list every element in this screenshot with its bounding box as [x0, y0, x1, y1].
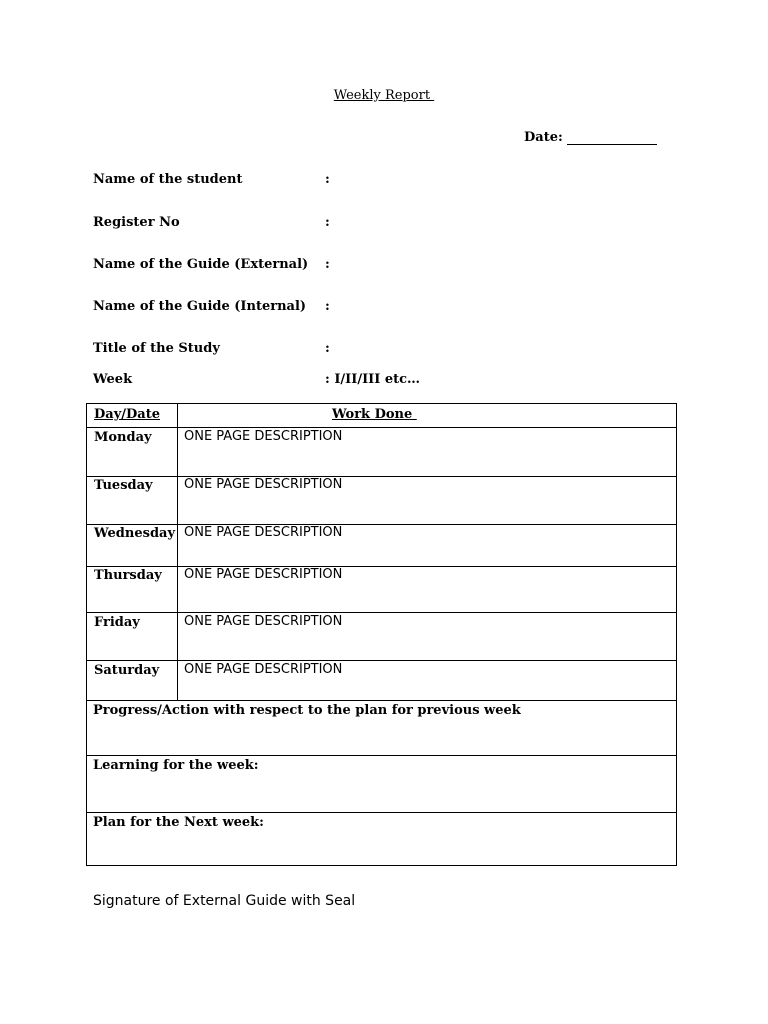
- field-colon: :: [325, 215, 330, 230]
- field-label: Name of the student: [93, 172, 243, 187]
- table-row-divider: [87, 812, 676, 813]
- row-description[interactable]: ONE PAGE DESCRIPTION: [184, 567, 343, 582]
- row-day: Friday: [94, 615, 140, 630]
- field-colon: :: [325, 172, 330, 187]
- table-column-divider: [177, 404, 178, 700]
- field-colon: : I/II/III etc…: [325, 372, 421, 387]
- table-row-divider: [87, 700, 676, 701]
- table-row-divider: [87, 612, 676, 613]
- row-description[interactable]: ONE PAGE DESCRIPTION: [184, 525, 343, 540]
- signature-line: Signature of External Guide with Seal: [93, 893, 356, 909]
- progress-label: Progress/Action with respect to the plan for previous week: [93, 703, 521, 718]
- plan-label: Plan for the Next week:: [93, 815, 264, 830]
- row-description[interactable]: ONE PAGE DESCRIPTION: [184, 477, 343, 492]
- row-description[interactable]: ONE PAGE DESCRIPTION: [184, 614, 343, 629]
- row-description[interactable]: ONE PAGE DESCRIPTION: [184, 429, 343, 444]
- row-description[interactable]: ONE PAGE DESCRIPTION: [184, 662, 343, 677]
- table-header-work: Work Done: [332, 407, 417, 422]
- row-day: Saturday: [94, 663, 160, 678]
- row-day: Thursday: [94, 568, 162, 583]
- date-row: [524, 130, 657, 145]
- row-day: Tuesday: [94, 478, 153, 493]
- field-label: Week: [93, 372, 133, 387]
- field-colon: :: [325, 341, 330, 356]
- document-title-text: Weekly Report: [333, 88, 435, 103]
- table-row-divider: [87, 566, 676, 567]
- table-row-divider: [87, 524, 676, 525]
- row-day: Wednesday: [94, 526, 176, 541]
- weekly-work-table: [86, 403, 677, 866]
- field-colon: :: [325, 257, 330, 272]
- field-label: Name of the Guide (Internal): [93, 299, 307, 314]
- date-blank-line[interactable]: [567, 131, 657, 145]
- table-row-divider: [87, 427, 676, 428]
- field-label: Title of the Study: [93, 341, 220, 356]
- row-day: Monday: [94, 430, 152, 445]
- document-title: [0, 88, 768, 103]
- field-label: Register No: [93, 215, 180, 230]
- learning-label: Learning for the week:: [93, 758, 259, 773]
- table-row-divider: [87, 755, 676, 756]
- field-label: Name of the Guide (External): [93, 257, 309, 272]
- table-header-day: Day/Date: [94, 407, 160, 422]
- table-row-divider: [87, 660, 676, 661]
- date-label: Date:: [524, 130, 563, 145]
- table-row-divider: [87, 476, 676, 477]
- field-colon: :: [325, 299, 330, 314]
